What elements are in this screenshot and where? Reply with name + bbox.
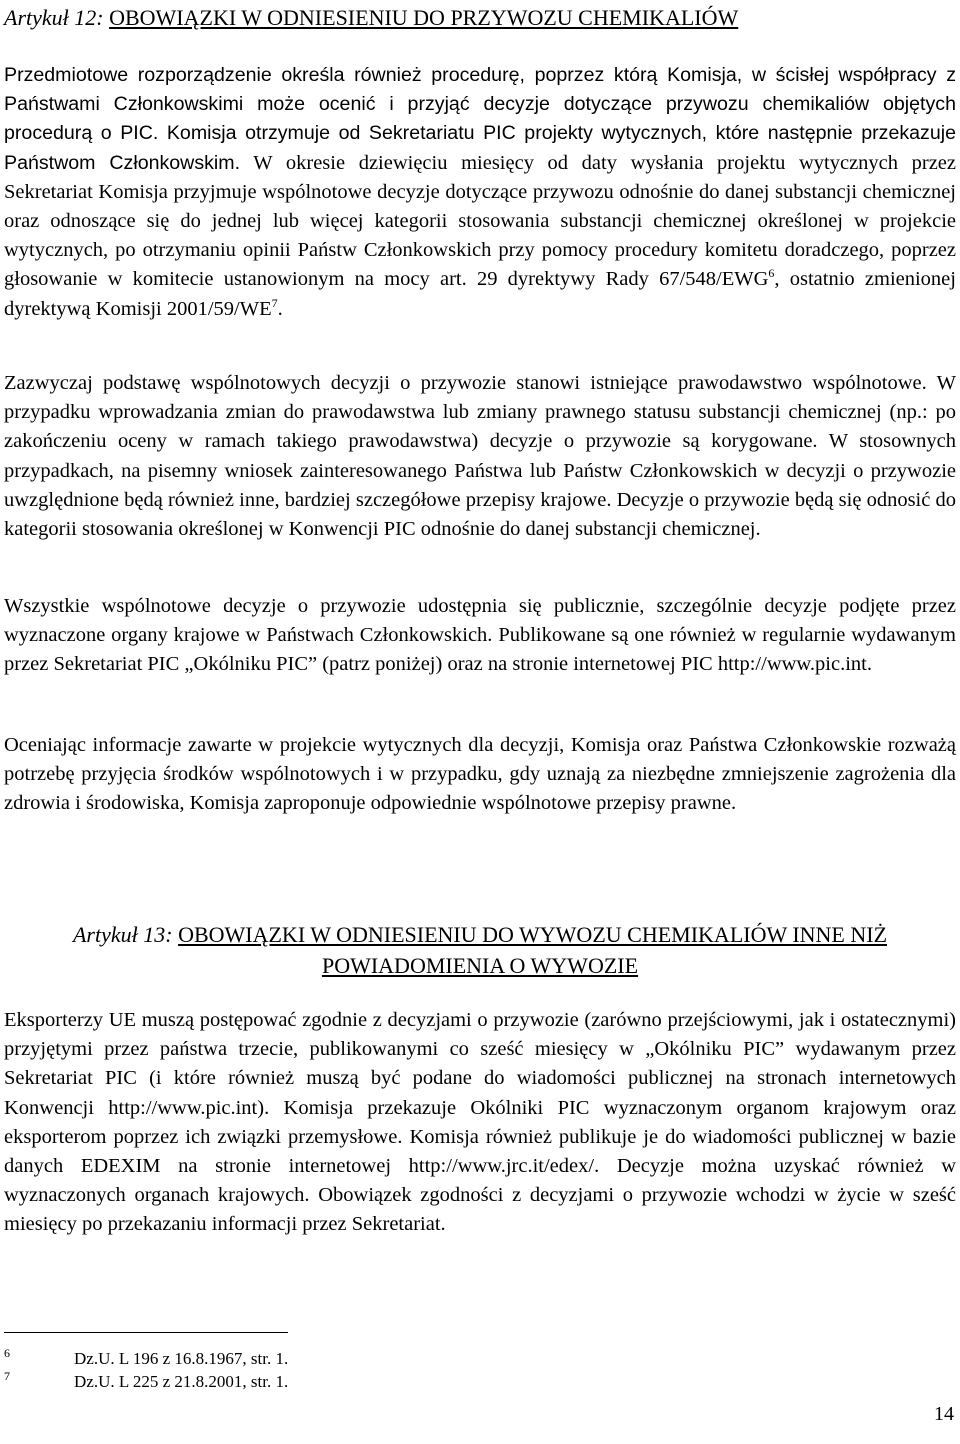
article-12-p1-text-a: W okresie dziewięciu miesięcy od daty wysłania projektu wytycznych przez Sekretariat Komisja przyjmuje wspólnotowe decyzje dotyczące przywozu odnośnie do danej substancji chemicznej oraz odnoszące się do jednej lub więcej kategorii stosowania substancji chemicznej określonej w projekcie wytycznych, po otrzymaniu opinii Państw Członkowskich przy pomocy procedury komitetu doradczego, poprzez głosowanie w komitecie ustanowionym na mocy art. 29 dyrektywy Rady 67/548/EWG: [4, 151, 956, 291]
article-13-heading: [0, 922, 960, 979]
footnote-6-number: 6: [4, 1346, 10, 1360]
footnote-7-number: 7: [4, 1369, 10, 1383]
article-13-paragraph-1: [4, 1006, 956, 1240]
article-12-heading: [4, 5, 956, 31]
article-13-p1-text: Eksporterzy UE muszą postępować zgodnie z decyzjami o przywozie (zarówno przejściowymi, jak i ostatecznymi) przyjętymi przez państwa trzecie, publikowanymi co sześć miesięcy w „Okólniku PIC” wydawanym przez Sekretariat PIC (i które również muszą być podane do wiadomości publicznej na stronach internetowych Konwencji http://www.pic.int). Komisja przekazuje Okólniki PIC wyznaczonym organom krajowym oraz eksporterom poprzez ich związki przemysłowe. Komisja również publikuje je do wiadomości publicznej w bazie danych EDEXIM na stronie internetowej http://www.jrc.it/edex/. Decyzje można uzyskać również w wyznaczonych organach krajowych. Obowiązek zgodności z decyzjami o przywozie wchodzi w życie w sześć miesięcy po przekazaniu informacji przez Sekretariat.: [4, 1009, 956, 1236]
article-12-p1-text-b: , ostatnio zmienionej dyrektywą Komisji 2001/59/WE: [4, 268, 956, 320]
article-12-paragraph-2: [4, 369, 956, 544]
article-12-p3-text: Wszystkie wspólnotowe decyzje o przywozie udostępnia się publicznie, szczególnie decyzje podjęte przez wyznaczone organy krajowe w Państwach Członkowskich. Publikowane są one również w regularnie wydawanym przez Sekretariat PIC „Okólniku PIC” (patrz poniżej) oraz na stronie internetowej PIC http://www.pic.int.: [4, 595, 956, 676]
footnote-ref-6: 6: [768, 266, 775, 281]
footnote-6-text: Dz.U. L 196 z 16.8.1967, str. 1.: [74, 1349, 289, 1368]
article-12-label: Artykuł 12:: [4, 5, 104, 30]
footnote-ref-7: 7: [271, 295, 278, 310]
article-12-p2-text: Zazwyczaj podstawę wspólnotowych decyzji o przywozie stanowi istniejące prawodawstwo wspólnotowe. W przypadku wprowadzania zmian do prawodawstwa lub zmiany prawnego statusu substancji chemicznej (np.: po zakończeniu oceny w ramach takiego prawodawstwa) decyzje o przywozie są korygowane. W stosownych przypadkach, na pisemny wniosek zainteresowanego Państwa lub Państw Członkowskich w decyzji o przywozie uwzględnione będą również inne, bardziej szczegółowe przepisy krajowe. Decyzje o przywozie będą się odnosić do kategorii stosowania określonej w Konwencji PIC odnośnie do danej substancji chemicznej.: [4, 372, 956, 541]
article-12-title: OBOWIĄZKI W ODNIESIENIU DO PRZYWOZU CHEMIKALIÓW: [109, 5, 739, 30]
footnote-divider: [4, 1332, 288, 1333]
article-12-paragraph-4: [4, 731, 956, 819]
page-number: 14: [934, 1403, 954, 1425]
footnote-7-text: Dz.U. L 225 z 21.8.2001, str. 1.: [74, 1372, 289, 1391]
article-12-paragraph-1: [4, 61, 956, 324]
article-13-title-line-1: OBOWIĄZKI W ODNIESIENIU DO WYWOZU CHEMIKALIÓW INNE NIŻ: [178, 922, 888, 947]
article-13-label: Artykuł 13:: [72, 922, 173, 947]
article-12-paragraph-3: [4, 592, 956, 680]
article-12-p1-sans-text: Przedmiotowe rozporządzenie określa również procedurę, poprzez którą Komisja, w ścisłej współpracy z Państwami Członkowskimi może ocenić i przyjąć decyzje dotyczące przywozu chemikaliów objętych procedurą o PIC. Komisja otrzymuje od Sekretariatu PIC projekty wytycznych, które następnie przekazuje Państwom Członkowskim.: [4, 64, 956, 174]
article-13-title-line-2: POWIADOMIENIA O WYWOZIE: [321, 953, 639, 978]
article-12-p4-text: Oceniając informacje zawarte w projekcie wytycznych dla decyzji, Komisja oraz Państwa Członkowskie rozważą potrzebę przyjęcia środków wspólnotowych i w przypadku, gdy uznają za niezbędne zmniejszenie zagrożenia dla zdrowia i środowiska, Komisja zaproponuje odpowiednie wspólnotowe przepisy prawne.: [4, 734, 956, 815]
article-12-p1-text-c: .: [277, 297, 283, 320]
